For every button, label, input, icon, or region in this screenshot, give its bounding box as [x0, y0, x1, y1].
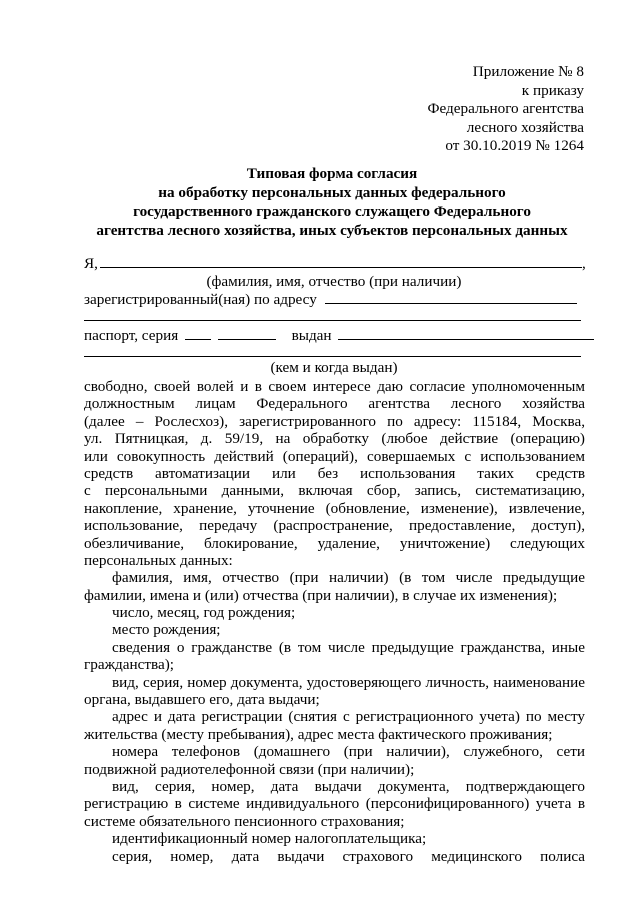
title-line-3: государственного гражданского служащего Федерального	[133, 203, 531, 220]
appendix-agency-2: лесного хозяйства	[466, 118, 584, 136]
title-line-2: на обработку персональных данных федерального	[158, 184, 506, 201]
passport-line	[84, 326, 584, 345]
ya-label: Я,	[84, 255, 98, 272]
registered-label: зарегистрированный(ная) по адресу	[84, 291, 317, 308]
issued-by-field-line-2[interactable]	[84, 356, 581, 357]
list-item: идентификационный номер налогоплательщика;	[112, 830, 427, 848]
list-item: номера телефонов (домашнего (при наличии), служебного, сети	[112, 743, 585, 761]
fio-field[interactable]	[100, 254, 582, 268]
issued-caption: (кем и когда выдан)	[270, 359, 398, 376]
body-line: обезличивание, блокирование, удаление, уничтожение) следующих	[84, 534, 585, 552]
passport-series-field[interactable]	[185, 326, 211, 340]
body-line: или совокупность действий (операций), совершаемых с использованием	[84, 447, 585, 465]
document-title	[80, 164, 584, 240]
list-item-cont: подвижной радиотелефонной связи (при наличии);	[84, 760, 415, 778]
list-item: серия, номер, дата выдачи страхового медицинского полиса	[112, 847, 585, 865]
list-item-cont: фамилии, имена и (или) отчества (при наличии), в случае их изменения);	[84, 586, 558, 604]
list-item: адрес и дата регистрации (снятия с регистрационного учета) по месту	[112, 708, 585, 726]
issued-label: выдан	[291, 327, 332, 344]
body-line: средств автоматизации или без использования таких средств	[84, 464, 585, 482]
address-field-line-2[interactable]	[84, 320, 581, 321]
list-item: вид, серия, номер, дата выдачи документа, подтверждающего	[112, 777, 585, 795]
list-item-cont: жительства (месту пребывания), адрес места фактического проживания;	[84, 725, 553, 743]
body-line: ул. Пятницкая, д. 59/19, на обработку (любое действие (операцию)	[84, 430, 585, 448]
body-line: должностным лицам Федерального агентства лесного хозяйства	[84, 395, 585, 413]
appendix-agency: Федерального агентства	[427, 100, 584, 118]
body-line: свободно, своей волей и в своем интересе даю согласие уполномоченным	[84, 378, 585, 395]
list-item-cont: органа, выдавшего его, дата выдачи;	[84, 691, 320, 709]
fio-line	[84, 254, 584, 273]
list-item: фамилия, имя, отчество (при наличии) (в том числе предыдущие	[112, 569, 585, 587]
list-item: вид, серия, номер документа, удостоверяющего личность, наименование	[112, 673, 585, 691]
list-item: сведения о гражданстве (в том числе предыдущие гражданства, иные	[112, 638, 585, 656]
appendix-order-ref: к приказу	[521, 81, 584, 99]
body-line: (далее – Рослесхоз), зарегистрированного по адресу: 115184, Москва,	[84, 412, 585, 430]
appendix-order-date: от 30.10.2019 № 1264	[445, 137, 584, 155]
consent-body	[84, 378, 585, 865]
fio-comma: ,	[581, 255, 586, 272]
fio-caption: (фамилия, имя, отчество (при наличии)	[206, 273, 462, 290]
issued-by-field[interactable]	[338, 326, 594, 340]
body-line-last: персональных данных:	[84, 551, 233, 569]
body-line: с персональными данными, включая сбор, запись, систематизацию,	[84, 482, 585, 500]
title-line-1: Типовая форма согласия	[246, 165, 418, 182]
passport-label: паспорт, серия	[84, 327, 179, 344]
appendix-header	[344, 63, 584, 156]
title-line-4: агентства лесного хозяйства, иных субъектов персональных данных	[96, 222, 568, 239]
body-line: использование, передачу (распространение, предоставление, доступ),	[84, 517, 585, 535]
passport-number-field[interactable]	[218, 326, 276, 340]
list-item-cont: системе обязательного пенсионного страхования;	[84, 812, 405, 830]
address-field[interactable]	[325, 290, 577, 304]
list-item-cont: гражданства);	[84, 656, 175, 674]
list-item: число, месяц, год рождения;	[112, 604, 296, 622]
list-item: место рождения;	[112, 621, 221, 639]
list-item-cont: регистрацию в системе индивидуального (персонифицированного) учета в	[84, 795, 585, 813]
body-line: накопление, хранение, уточнение (обновление, изменение), извлечение,	[84, 499, 585, 517]
address-line	[84, 290, 584, 309]
appendix-number: Приложение № 8	[472, 63, 584, 80]
